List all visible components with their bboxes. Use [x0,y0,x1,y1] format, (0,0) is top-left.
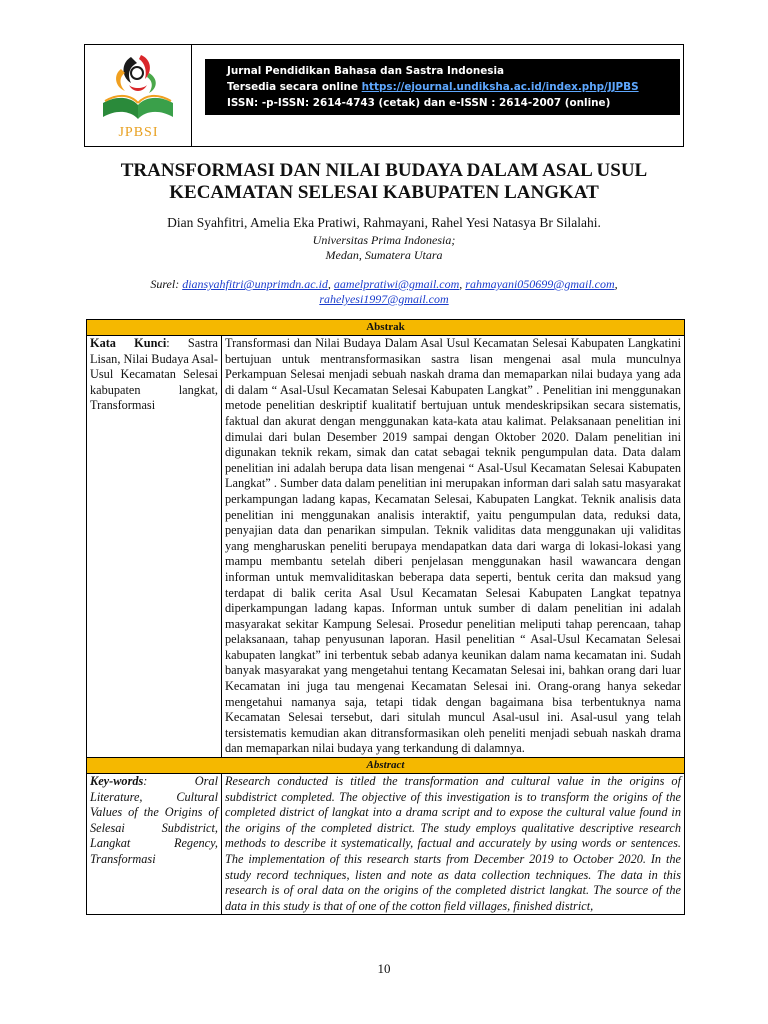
issn-line: ISSN: -p-ISSN: 2614-4743 (cetak) dan e-ISSN : 2614-2007 (online) [227,97,611,109]
email-label: Surel: [150,277,183,291]
email-link[interactable]: rahmayani050699@gmail.com [465,277,615,291]
abstrak-text: Transformasi dan Nilai Budaya Dalam Asal Usul Kecamatan Selesai Kabupaten Langkatini bertujuan untuk mentransformasikan sastra lisan mengenai asal mula munculnya Perkampuan Selesai menjadi sebuah naskah drama dan memaparkan nilai budaya yang ada di dalam “ Asal-Usul Kecamatan Selesai Kabupaten Langkat” . Penelitian ini menggunakan metode penelitian deskriptif kualitatif bertujuan untuk mendeskripsikan secara sistematis, faktual dan akurat dengan menggunakan kata-kata atau kalimat. Pelaksanaan penelitian ini dimulai dari bulan Desember 2019 sampai dengan Oktober 2020. Dalam penelitian ini digunakan teknik rekam, simak dan catat sebagai teknik pengumpulan data. Data dalam penelitian ini adalah berupa data lisan mengenai “ Asal-Usul Kecamatan Selesai Kabupaten Langkat” . Sumber data dalam penelitian ini merupakan informan dari salah satu masyarakat perkampungan ladang kapas, Kecamatan Selesai, Kabupaten Langkat. Teknik analisis data penelitian ini menggunakan analisis interaktif, yaitu pengumpulan data, reduksi data, penyajian data dan penarikan simpulan. Teknik validitas data menggunakan uji validitas yang mengharuskan peneliti berupaya mendapatkan data dari warga di lokasi-lokasi yang mampu membantu setelah diberi penjelasan menggunakan hasil wawancara dengan informan untuk memvaliditaskan beberapa data seperti, bentuk cerita dan maksud yang terdapat di balik cerita Asal Usul Kecamatan Selesai Kabupaten Langkat tepatnya diperkampungan ladang kapas. Informan untuk sumber di dalam penelitian ini adalah masyarakat sekitar Kampung Selesai. Prosedur penelitian meliputi tahap perencaan, tahap pelaksanaan, tahap penyusunan laporan. Hasil penelitian “ Asal-Usul Kecamatan Selesai kabupaten langkat” ini terbentuk sebab adanya keunikan dalam nama kecamatan ini. Sudah banyak masyarakat yang mengetahui tentang Kecamatan Selesai ini, bahkan orang dari luar Kecamatan ini juga tau mengenai Kecamatan Selesai ini. Orang-orang hanya sekedar mengetahui namanya saja, tetapi tidak dengan bagaimana bisa terbentuknya nama Kecamatan Selesai tersebut, dari situlah muncul Asal-usul ini. Asal-usul yang telah tersistematis kemudian akan ditransformasikan oleh peneliti menjadi sebuah naskah drama dan memaparkan nilai budaya yang terkandung di dalamnya. [222,336,685,758]
page-number: 10 [377,961,391,976]
online-prefix: Tersedia secara online [227,81,362,93]
email-link[interactable]: diansyahfitri@unprimdn.ac.id [182,277,328,291]
article-title [60,160,708,204]
abstrak-heading: Abstrak [87,320,685,336]
abstract-row [87,774,685,915]
journal-logo [85,45,192,146]
abstract-heading: Abstract [87,758,685,774]
affiliation-institution: Universitas Prima Indonesia; [312,233,456,247]
journal-url-link[interactable]: https://ejournal.undiksha.ac.id/index.php/JJPBS [361,81,639,93]
email-line-2 [60,292,708,307]
title-line-2: KECAMATAN SELESAI KABUPATEN LANGKAT [169,182,599,203]
abstract-table [86,319,685,915]
title-line-1: TRANSFORMASI DAN NILAI BUDAYA DALAM ASAL USUL [120,160,648,181]
affiliation-location: Medan, Sumatera Utara [325,248,443,262]
email-link[interactable]: aamelpratiwi@gmail.com [333,277,460,291]
abstract-text: Research conducted is titled the transformation and cultural value in the origins of subdistrict completed. The objective of this investigation is to transform the origins of the completed district of langkat into a drama script and to expose the cultural value found in the origins of the completed district. The study employs qualitative descriptive research methods to describe it systematically, factual and accurately by using words or sentences. The implementation of this research starts from December 2019 to October 2020. In the study record techniques, listen and note as data collection techniques. The data in this research is of oral data on the origins of the completed district langkat. The source of the data in this study is that of one of the cotton field villages, finished district, [222,774,685,915]
kata-kunci-cell [87,336,222,758]
book-logo-icon [91,49,185,127]
keywords-cell [87,774,222,915]
email-line-1: Surel: diansyahfitri@unprimdn.ac.id, aamelpratiwi@gmail.com, rahmayani050699@gmail.com, [150,277,618,291]
kata-kunci-values: : Sastra Lisan, Nilai Budaya Asal-Usul Kecamatan Selesai kabupaten langkat, Transformasi [90,336,218,413]
journal-name: Jurnal Pendidikan Bahasa dan Sastra Indonesia [227,65,505,77]
journal-info-band [205,59,680,115]
abstrak-row [87,336,685,758]
email-link[interactable]: rahelyesi1997@gmail.com [319,292,449,306]
author-list: Dian Syahfitri, Amelia Eka Pratiwi, Rahmayani, Rahel Yesi Natasya Br Silalahi. [167,215,601,230]
journal-header [84,44,684,147]
logo-wordmark: JPBSI [118,125,159,140]
keywords-label: Key-words [90,774,144,789]
kata-kunci-label: Kata Kunci [90,336,167,350]
keywords-values: : Oral Literature, Cultural Values of the Origins of Selesai Subdistrict, Langkat Regency, Transformasi [90,774,218,866]
online-availability [227,79,680,95]
